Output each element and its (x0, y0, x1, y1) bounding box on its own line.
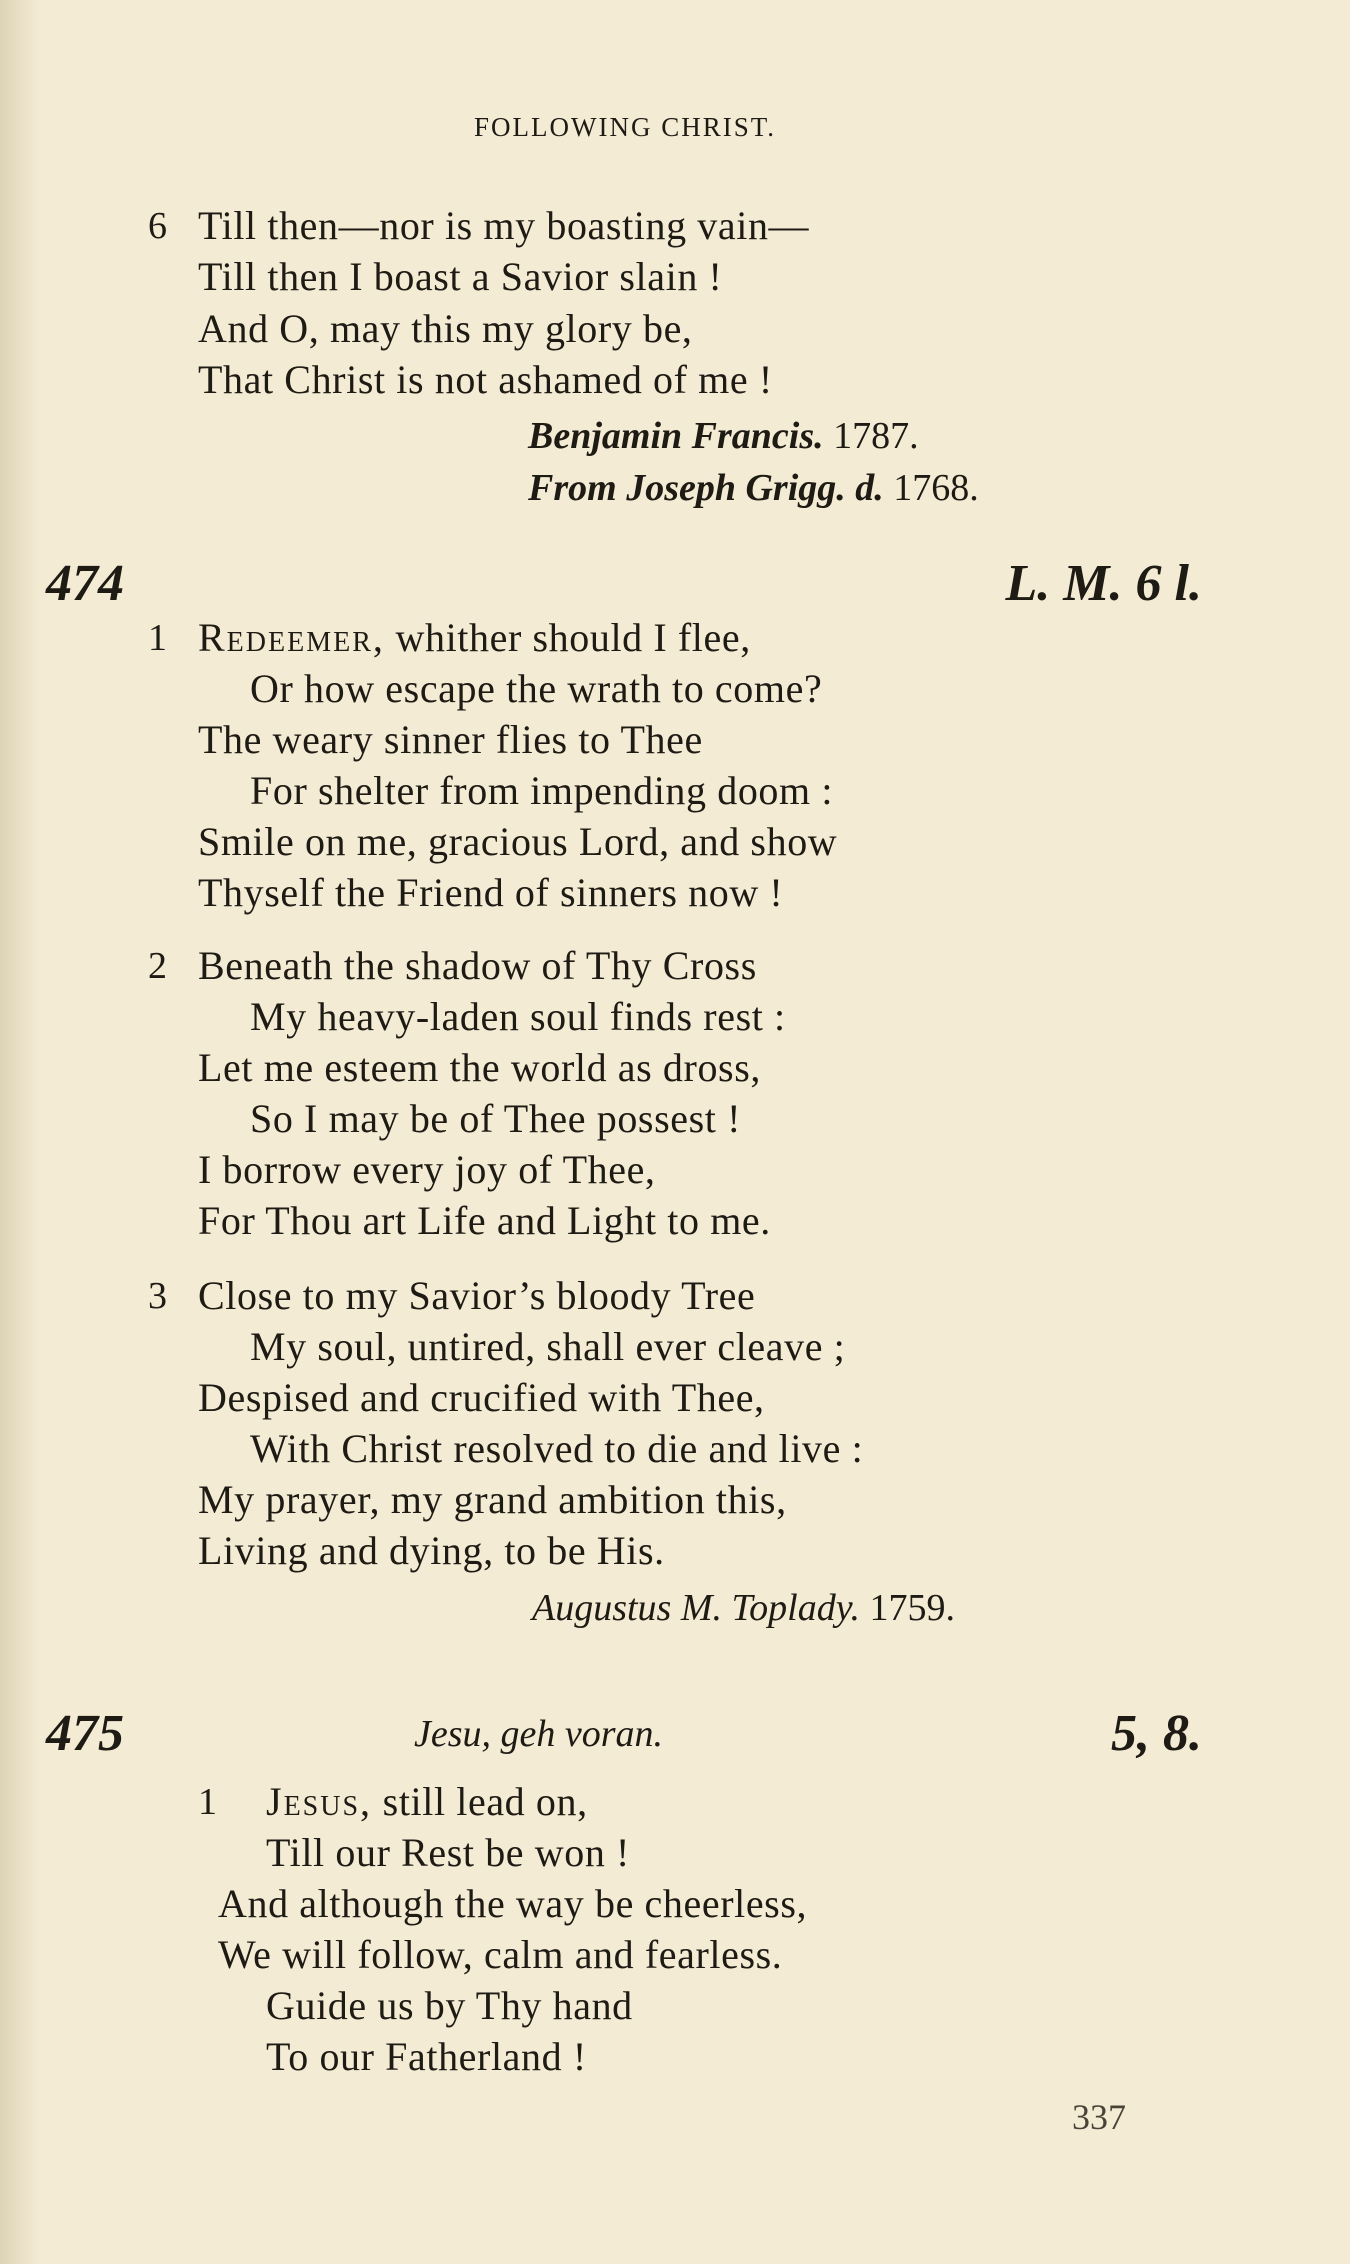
verse-line: Till our Rest be won ! (266, 1830, 630, 1875)
attribution-name: Benjamin Francis. (528, 415, 824, 457)
verse-line: Let me esteem the world as dross, (198, 1045, 761, 1090)
verse-line: Close to my Savior’s bloody Tree (198, 1273, 756, 1318)
verse-line: My heavy-laden soul finds rest : (250, 994, 786, 1039)
verse-line: To our Fatherland ! (266, 2034, 587, 2079)
verse-line: Or how escape the wrath to come? (250, 666, 823, 711)
verse-line: For Thou art Life and Light to me. (198, 1198, 771, 1243)
verse-number: 1 (148, 617, 167, 659)
attribution (528, 464, 979, 512)
verse-line: I borrow every joy of Thee, (198, 1147, 656, 1192)
verse-line: My soul, untired, shall ever cleave ; (250, 1324, 846, 1369)
attribution (532, 1584, 955, 1632)
attribution-year: 1768. (893, 467, 979, 509)
verse-number: 3 (148, 1275, 167, 1317)
verse-line: Beneath the shadow of Thy Cross (198, 943, 757, 988)
first-word: Jesus, (266, 1779, 373, 1824)
verse-line: That Christ is not ashamed of me ! (198, 357, 773, 402)
page-gutter-shadow (0, 0, 40, 2264)
first-line-rest: whither should I flee, (384, 615, 751, 660)
verse-line: We will follow, calm and fearless. (218, 1932, 783, 1977)
verse-line: Till then I boast a Savior slain ! (198, 254, 723, 299)
tune-name: Jesu, geh voran. (414, 1713, 664, 1755)
verse-line: And although the way be cheerless, (218, 1881, 808, 1926)
first-line-rest: still lead on, (372, 1779, 588, 1824)
verse-line (198, 614, 751, 662)
running-head: FOLLOWING CHRIST. (474, 112, 776, 142)
attribution-name: Augustus M. Toplady. (532, 1587, 860, 1629)
verse-line: My prayer, my grand ambition this, (198, 1477, 787, 1522)
verse-line (266, 1778, 588, 1826)
hymn-number: 474 (46, 555, 124, 612)
verse-line: Smile on me, gracious Lord, and show (198, 819, 838, 864)
verse-line: Despised and crucified with Thee, (198, 1375, 765, 1420)
verse-line: The weary sinner flies to Thee (198, 717, 703, 762)
attribution-name: From Joseph Grigg. d. (528, 467, 884, 509)
verse-number: 1 (198, 1781, 217, 1823)
first-word: Redeemer, (198, 615, 385, 660)
verse-line: Thyself the Friend of sinners now ! (198, 870, 784, 915)
verse-line: Till then—nor is my boasting vain— (198, 203, 810, 248)
hymn-number: 475 (46, 1705, 124, 1762)
hymn-meter: 5, 8. (1111, 1705, 1202, 1762)
verse-line: And O, may this my glory be, (198, 306, 693, 351)
verse-line: So I may be of Thee possest ! (250, 1096, 742, 1141)
hymn-meter: L. M. 6 l. (1005, 555, 1202, 612)
attribution (528, 412, 919, 460)
attribution-year: 1759. (869, 1587, 955, 1629)
page-number: 337 (1072, 2097, 1126, 2137)
verse-number: 6 (148, 205, 167, 247)
verse-number: 2 (148, 945, 167, 987)
verse-line: For shelter from impending doom : (250, 768, 834, 813)
verse-line: Living and dying, to be His. (198, 1528, 665, 1573)
verse-line: With Christ resolved to die and live : (250, 1426, 864, 1471)
verse-line: Guide us by Thy hand (266, 1983, 633, 2028)
attribution-year: 1787. (833, 415, 919, 457)
